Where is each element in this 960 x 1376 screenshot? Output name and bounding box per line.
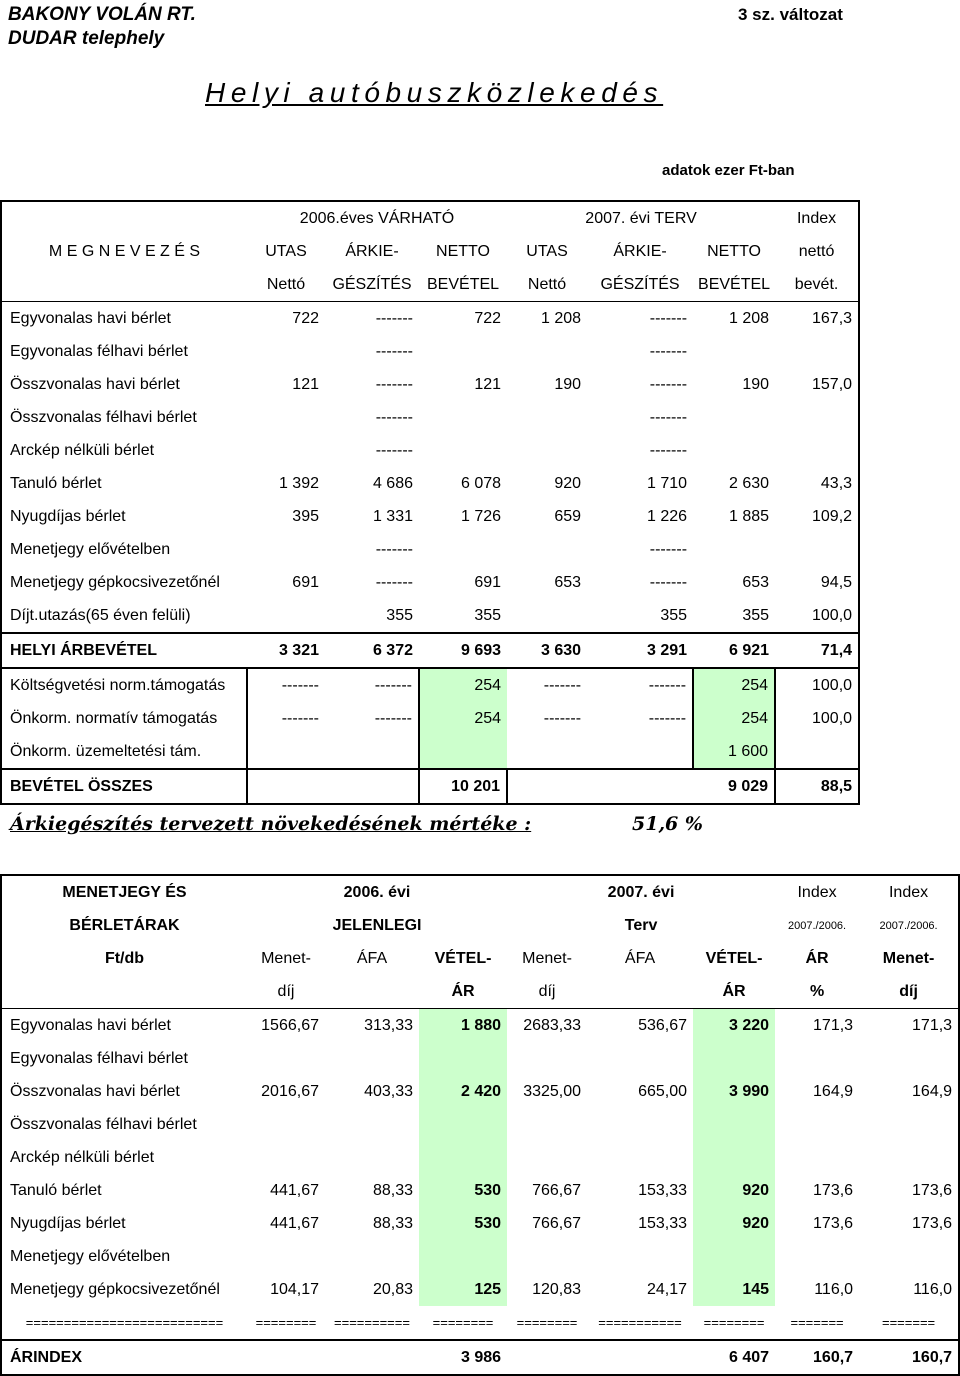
price-name-header-1: MENETJEGY ÉS [1, 875, 247, 909]
row-label: Menetjegy gépkocsivezetőnél [1, 566, 247, 599]
cell-u06 [247, 735, 325, 769]
cell-a06: 355 [386, 606, 413, 624]
col-ar-pct: % [809, 982, 825, 1000]
cell-u06 [247, 533, 325, 566]
price-group-2006: 2006. évi [247, 875, 507, 909]
cell-index-ar: 171,3 [775, 1009, 859, 1043]
row-label: Tanuló bérlet [1, 1174, 247, 1207]
cell-f06: 403,33 [364, 1082, 413, 1100]
cell-a06: ------- [325, 302, 419, 336]
cell-n06: 691 [474, 573, 502, 591]
col-bevetel-2006: BEVÉTEL [427, 275, 500, 293]
cell-n06 [419, 533, 507, 566]
cell-f07: 24,17 [646, 1280, 688, 1298]
col-dij-2007: díj [538, 982, 556, 1000]
cell-v06 [419, 1141, 507, 1174]
cell-u06: 1 392 [278, 474, 319, 492]
cell-d07 [507, 1240, 587, 1273]
cell-f07: 536,67 [587, 1009, 693, 1043]
row-label: Egyvonalas havi bérlet [1, 1009, 247, 1043]
cell-a06: ------- [374, 709, 412, 727]
cell-index-ar: 173,6 [813, 1181, 854, 1199]
cell-f06 [325, 1141, 419, 1174]
col-arkie-2007: ÁRKIE- [613, 242, 667, 260]
cell-d06 [247, 1141, 325, 1174]
separator-cell: ======== [255, 1315, 317, 1330]
cell-n07: 254 [693, 702, 775, 735]
price-row [1, 1273, 959, 1306]
col-index-menet: Menet- [859, 942, 959, 975]
price-row [1, 1009, 959, 1043]
cell-u07 [507, 533, 587, 566]
price-row [1, 1108, 959, 1141]
row-label: Költségvetési norm.támogatás [1, 668, 247, 702]
cell-a06: ------- [375, 540, 413, 558]
col-menet-2006: Menet- [261, 949, 311, 967]
row-label: Tanuló bérlet [1, 467, 247, 500]
cell-n06: 10 201 [419, 769, 507, 804]
cell-v06: 2 420 [419, 1075, 507, 1108]
page-title: Helyi autóbuszközlekedés [205, 77, 664, 108]
cell-n07: 1 208 [693, 302, 775, 336]
separator-cell: =========== [598, 1315, 682, 1330]
cell-v07: 3 220 [693, 1009, 775, 1043]
cell-index [775, 533, 859, 566]
separator-cell: ======== [516, 1315, 578, 1330]
row-label: Menetjegy gépkocsivezetőnél [1, 1273, 247, 1306]
cell-n07 [693, 401, 775, 434]
cell-n07: 9 029 [693, 769, 775, 804]
cell-a07: ------- [648, 676, 687, 694]
cell-u07 [507, 599, 587, 633]
index-period-menetdij: 2007./2006. [859, 909, 959, 942]
cell-n07: 355 [742, 606, 770, 624]
price-row [1, 1042, 959, 1075]
cell-a07: ------- [649, 441, 688, 459]
cell-d06 [247, 1240, 325, 1273]
company-name: BAKONY VOLÁN RT. [8, 4, 196, 25]
price-header-row-4 [1, 975, 959, 1009]
cell-d07: 2683,33 [507, 1009, 587, 1043]
cell-d07 [507, 1042, 587, 1075]
cell-a07: ------- [649, 408, 688, 426]
cell-index: 157,0 [775, 368, 859, 401]
cell-v07 [693, 1141, 775, 1174]
row-label: BEVÉTEL ÖSSZES [1, 769, 247, 804]
row-label: Önkorm. üzemeltetési tám. [1, 735, 247, 769]
arindex-row [1, 1340, 959, 1375]
col-utas-2007: UTAS [526, 242, 568, 260]
cell-a06: 4 686 [372, 474, 413, 492]
table-row [1, 566, 859, 599]
cell-index: 43,3 [775, 467, 859, 500]
cell-u07 [507, 401, 587, 434]
col-index-dij: díj [859, 975, 959, 1009]
row-label: Arckép nélküli bérlet [1, 1141, 247, 1174]
cell-v06: 530 [419, 1174, 507, 1207]
cell-n07: 254 [693, 668, 775, 702]
cell-d06: 104,17 [270, 1280, 319, 1298]
cell-d06: 2016,67 [261, 1082, 319, 1100]
header-row-3 [1, 268, 859, 302]
row-label: Összvonalas havi bérlet [1, 1075, 247, 1108]
price-header-row-2 [1, 909, 959, 942]
cell-index-menetdij: 173,6 [859, 1174, 959, 1207]
cell-v06 [419, 1240, 507, 1273]
row-label: ÁRINDEX [1, 1340, 247, 1375]
cell-v06: 125 [419, 1273, 507, 1306]
cell-n06 [419, 434, 507, 467]
cell-index-ar: 164,9 [813, 1082, 854, 1100]
table-row [1, 401, 859, 434]
cell-index: 94,5 [775, 566, 859, 599]
cell-d07: 3325,00 [523, 1082, 582, 1100]
separator-row [1, 1306, 959, 1340]
col-index-ar: ÁR [805, 949, 829, 967]
cell-u07: ------- [543, 709, 582, 727]
cell-n07: 2 630 [729, 474, 770, 492]
cell-u06: ------- [281, 676, 319, 694]
support-row [1, 702, 859, 735]
cell-n06: 121 [474, 375, 502, 393]
header-row-2 [1, 235, 859, 268]
revenue-table [0, 200, 860, 805]
cell-a07: 1 226 [646, 507, 688, 525]
cell-v07 [693, 1042, 775, 1075]
cell-index-menetdij: 164,9 [859, 1075, 959, 1108]
name-header: M E G N E V E Z É S [1, 235, 247, 268]
cell-index: 100,0 [775, 599, 859, 633]
col-dij-2006: díj [277, 982, 295, 1000]
row-label: Összvonalas félhavi bérlet [1, 1108, 247, 1141]
col-netto-2007: NETTO [707, 242, 761, 260]
price-row [1, 1141, 959, 1174]
cell-a06: ------- [375, 441, 413, 459]
separator-cell: ======== [432, 1315, 494, 1330]
cell-v07: 3 990 [693, 1075, 775, 1108]
cell-v06: 530 [419, 1207, 507, 1240]
cell-v06 [419, 1042, 507, 1075]
cell-n06: 6 078 [460, 474, 502, 492]
summary-label: Árkiegészítés tervezett növekedésének mértéke : [10, 813, 532, 835]
row-label: Menetjegy elővételben [1, 1240, 247, 1273]
cell-n06 [419, 735, 507, 769]
cell-u06 [247, 434, 325, 467]
cell-u06 [247, 401, 325, 434]
price-header-row-3 [1, 942, 959, 975]
header-row-1 [1, 201, 859, 235]
cell-index-menetdij [859, 1240, 959, 1273]
index-period-ar: 2007./2006. [788, 919, 847, 932]
cell-index-ar [775, 1042, 859, 1075]
col-netto-sub-2007: Nettó [527, 275, 567, 293]
row-label: Egyvonalas félhavi bérlet [1, 1042, 247, 1075]
table-row [1, 467, 859, 500]
cell-index-ar [775, 1108, 859, 1141]
cell-a07: ------- [649, 342, 688, 360]
summary-value: 51,6 % [632, 813, 703, 835]
cell-index [775, 335, 859, 368]
cell-a07: 3 291 [587, 633, 693, 668]
col-afa-2007: ÁFA [624, 949, 656, 967]
index-header: Index [775, 201, 859, 235]
cell-a06: 6 372 [325, 633, 419, 668]
cell-f07 [587, 1042, 693, 1075]
cell-n06: 254 [419, 702, 507, 735]
table-row [1, 302, 859, 336]
cell-u06: 722 [247, 302, 325, 336]
cell-u06: 121 [292, 375, 319, 393]
cell-n06: 9 693 [419, 633, 507, 668]
cell-f06: 313,33 [325, 1009, 419, 1043]
col-vetel-2006: VÉTEL- [434, 949, 492, 967]
cell-index: 167,3 [775, 302, 859, 336]
cell-f07: 665,00 [638, 1082, 688, 1100]
cell-v06 [419, 1108, 507, 1141]
cell-u07: 1 208 [507, 302, 587, 336]
cell-n07 [693, 434, 775, 467]
cell-v07: 920 [693, 1174, 775, 1207]
cell-n07: 190 [742, 375, 770, 393]
cell-n07: 1 885 [729, 507, 770, 525]
total-revenue-row [1, 633, 859, 668]
cell-v07 [693, 1240, 775, 1273]
cell-a07 [587, 735, 693, 769]
cell-a07: ------- [587, 302, 693, 336]
cell-index-menetdij: 160,7 [859, 1340, 959, 1375]
cell-f06: 88,33 [372, 1181, 413, 1199]
separator-cell: ========================== [1, 1306, 247, 1340]
cell-index [775, 434, 859, 467]
cell-f06 [325, 1042, 419, 1075]
table-row [1, 368, 859, 401]
cell-n06: 355 [474, 606, 502, 624]
cell-f06: 20,83 [372, 1280, 413, 1298]
price-row [1, 1240, 959, 1273]
cell-v07: 145 [693, 1273, 775, 1306]
cell-index-ar: 173,6 [813, 1214, 854, 1232]
cell-index: 71,4 [775, 633, 859, 668]
cell-f06 [325, 1108, 419, 1141]
col-vetel-2007: VÉTEL- [705, 949, 763, 967]
cell-n07 [693, 533, 775, 566]
price-header-row-1 [1, 875, 959, 909]
col-geszites-2007: GÉSZÍTÉS [600, 275, 680, 293]
group-2007: 2007. évi TERV [507, 201, 775, 235]
table-row [1, 335, 859, 368]
cell-a07: 1 710 [646, 474, 688, 492]
group-2006: 2006.éves VÁRHATÓ [247, 201, 507, 235]
cell-v07: 6 407 [693, 1340, 775, 1375]
support-row [1, 668, 859, 702]
cell-u06: 3 321 [247, 633, 325, 668]
cell-n06 [419, 401, 507, 434]
col-netto-sub-2006: Nettó [266, 275, 306, 293]
cell-index-ar [775, 1240, 859, 1273]
cell-u07: 659 [554, 507, 582, 525]
row-label: Önkorm. normatív támogatás [1, 702, 247, 735]
cell-index-menetdij: 173,6 [859, 1207, 959, 1240]
price-name-header-3: Ft/db [1, 942, 247, 975]
cell-d07: 766,67 [532, 1181, 582, 1199]
cell-n06: 722 [419, 302, 507, 336]
cell-index [775, 401, 859, 434]
cell-u07: 3 630 [507, 633, 587, 668]
cell-u07 [507, 434, 587, 467]
cell-index: 100,0 [775, 702, 859, 735]
price-row [1, 1075, 959, 1108]
table-row [1, 599, 859, 633]
separator-cell: ======== [703, 1315, 765, 1330]
cell-a06: ------- [375, 342, 413, 360]
cell-a06: ------- [375, 408, 413, 426]
grand-total-row [1, 769, 859, 804]
cell-d07: 766,67 [532, 1214, 582, 1232]
price-table [0, 874, 960, 1376]
table-row [1, 434, 859, 467]
cell-v07 [693, 1108, 775, 1141]
cell-u06: 395 [292, 507, 319, 525]
site-name: DUDAR telephely [8, 28, 165, 49]
table-row [1, 533, 859, 566]
cell-d06: 441,67 [270, 1214, 319, 1232]
col-bevetel-2007: BEVÉTEL [698, 275, 771, 293]
cell-f07 [587, 1108, 693, 1141]
cell-n06: 1 726 [460, 507, 502, 525]
cell-n06: 254 [419, 668, 507, 702]
cell-v06: 3 986 [419, 1340, 507, 1375]
cell-index-menetdij [859, 1042, 959, 1075]
cell-d06 [247, 1042, 325, 1075]
price-row [1, 1174, 959, 1207]
cell-v06: 1 880 [419, 1009, 507, 1043]
cell-a06: 1 331 [372, 507, 413, 525]
version-label: 3 sz. változat [738, 5, 843, 24]
row-label: Egyvonalas havi bérlet [1, 302, 247, 336]
row-label: Menetjegy elővételben [1, 533, 247, 566]
cell-d06 [247, 1108, 325, 1141]
row-label: Összvonalas félhavi bérlet [1, 401, 247, 434]
cell-index-menetdij: 116,0 [859, 1273, 959, 1306]
cell-d07 [507, 1108, 587, 1141]
table-row [1, 500, 859, 533]
unit-note: adatok ezer Ft-ban [662, 162, 795, 179]
price-name-header-2: BÉRLETÁRAK [1, 909, 247, 942]
cell-u07: 920 [554, 474, 582, 492]
col-afa-2006: ÁFA [356, 949, 388, 967]
cell-f06: 88,33 [372, 1214, 413, 1232]
col-ar-2006: ÁR [451, 982, 475, 1000]
cell-f06 [325, 1240, 419, 1273]
cell-u07: ------- [543, 676, 582, 694]
cell-index-ar [775, 1141, 859, 1174]
cell-n06 [419, 335, 507, 368]
cell-f07 [587, 1141, 693, 1174]
col-ar-2007: ÁR [722, 982, 746, 1000]
row-label: Díjt.utazás(65 éven felüli) [1, 599, 247, 633]
row-label: Arckép nélküli bérlet [1, 434, 247, 467]
cell-u07: 653 [554, 573, 582, 591]
cell-d07: 120,83 [532, 1280, 582, 1298]
col-geszites-2006: GÉSZÍTÉS [332, 275, 412, 293]
cell-index: 100,0 [775, 668, 859, 702]
cell-a07: ------- [648, 709, 687, 727]
col-netto-2006: NETTO [436, 242, 490, 260]
cell-d06: 441,67 [270, 1181, 319, 1199]
cell-u06: ------- [281, 709, 319, 727]
cell-index: 109,2 [775, 500, 859, 533]
cell-index: 88,5 [775, 769, 859, 804]
cell-f07: 153,33 [638, 1181, 688, 1199]
col-index-netto: nettó [775, 235, 859, 268]
price-2007-sub: Terv [624, 916, 658, 934]
cell-a07: 355 [660, 606, 688, 624]
cell-d07 [507, 1141, 587, 1174]
col-arkie-2006: ÁRKIE- [345, 242, 399, 260]
cell-u07 [507, 335, 587, 368]
separator-cell: ======= [790, 1315, 844, 1330]
cell-d06: 1566,67 [247, 1009, 325, 1043]
price-index-menetdij: Index [859, 875, 959, 909]
row-label: Összvonalas havi bérlet [1, 368, 247, 401]
cell-a07: ------- [649, 540, 688, 558]
cell-index-ar: 160,7 [775, 1340, 859, 1375]
cell-f07 [587, 1240, 693, 1273]
col-menet-2007: Menet- [522, 949, 572, 967]
cell-f07: 153,33 [638, 1214, 688, 1232]
row-label: Nyugdíjas bérlet [1, 500, 247, 533]
cell-u07: 190 [554, 375, 582, 393]
col-utas-2006: UTAS [265, 242, 307, 260]
cell-index-menetdij [859, 1141, 959, 1174]
price-2006-sub: JELENLEGI [332, 916, 422, 934]
separator-cell: ======= [859, 1306, 959, 1340]
row-label: Nyugdíjas bérlet [1, 1207, 247, 1240]
support-row [1, 735, 859, 769]
cell-a06 [325, 735, 419, 769]
cell-n07: 1 600 [693, 735, 775, 769]
col-bevet: bevét. [775, 268, 859, 302]
cell-u06 [247, 335, 325, 368]
row-label: Egyvonalas félhavi bérlet [1, 335, 247, 368]
price-row [1, 1207, 959, 1240]
cell-n07: 653 [742, 573, 770, 591]
cell-u07 [507, 735, 587, 769]
cell-index-ar: 116,0 [814, 1280, 854, 1298]
cell-n07 [693, 335, 775, 368]
price-group-2007: 2007. évi [507, 875, 775, 909]
cell-a06: ------- [374, 676, 412, 694]
cell-a06: ------- [375, 573, 413, 591]
cell-a06: ------- [375, 375, 413, 393]
cell-n07: 6 921 [693, 633, 775, 668]
cell-index-menetdij [859, 1108, 959, 1141]
cell-u06: 691 [292, 573, 319, 591]
cell-index [775, 735, 859, 769]
cell-v07: 920 [693, 1207, 775, 1240]
cell-a07: ------- [649, 375, 688, 393]
cell-index-menetdij: 171,3 [859, 1009, 959, 1043]
cell-a07: ------- [649, 573, 688, 591]
row-label: HELYI ÁRBEVÉTEL [1, 633, 247, 668]
price-index-ar: Index [775, 875, 859, 909]
cell-u06 [247, 599, 325, 633]
separator-cell: ========== [334, 1315, 410, 1330]
